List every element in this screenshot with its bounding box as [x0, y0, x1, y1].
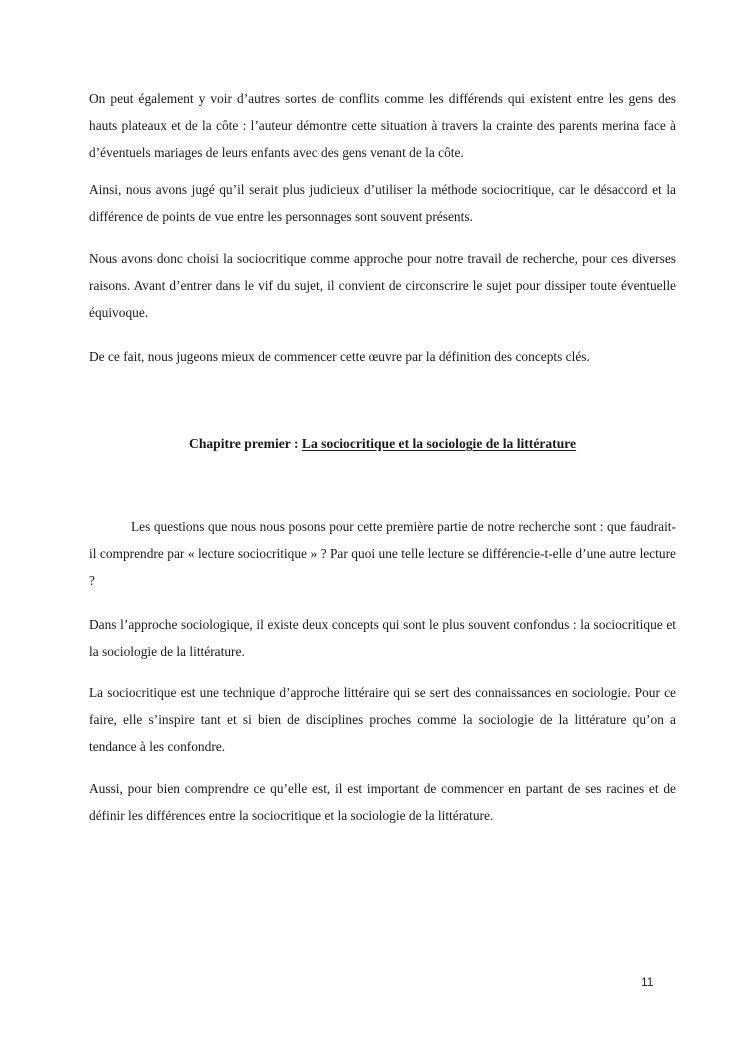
- chapter-title: La sociocritique et la sociologie de la littérature: [301, 436, 577, 451]
- page-number: 11: [641, 975, 654, 989]
- paragraph-deux-concepts: Dans l’approche sociologique, il existe deux concepts qui sont le plus souvent confondus : la sociocritique et la sociologie de la littérature.: [89, 617, 676, 660]
- paragraph-conflits: On peut également y voir d’autres sortes de conflits comme les différends qui existent entre les gens des hauts plateaux et de la côte : l’auteur démontre cette situation à travers la crainte des parents merina face à d’éventuels mariages de leurs enfants avec des gens venant de la côte.: [89, 91, 676, 161]
- paragraph-concepts-cles: De ce fait, nous jugeons mieux de commencer cette œuvre par la définition des concepts clés.: [89, 349, 590, 364]
- chapter-label: Chapitre premier :: [189, 436, 302, 451]
- paragraph-methode-sociocritique: Ainsi, nous avons jugé qu’il serait plus judicieux d’utiliser la méthode sociocritique, car le désaccord et la différence de points de vue entre les personnages sont souvent présents.: [89, 182, 676, 225]
- paragraph-questions: Les questions que nous nous posons pour cette première partie de notre recherche sont : que faudrait-il comprendre par « lecture sociocritique » ? Par quoi une telle lecture se différencie-t-elle d’une autre lecture ?: [89, 519, 676, 589]
- paragraph-choix-approche: Nous avons donc choisi la sociocritique comme approche pour notre travail de recherche, pour ces diverses raisons. Avant d’entrer dans le vif du sujet, il convient de circonscrire le sujet pour dissiper toute éventuelle équivoque.: [89, 251, 676, 321]
- chapter-heading: [189, 433, 576, 455]
- paragraph-racines: Aussi, pour bien comprendre ce qu’elle est, il est important de commencer en partant de ses racines et de définir les différences entre la sociocritique et la sociologie de la littérature.: [89, 781, 676, 824]
- paragraph-definition-sociocritique: La sociocritique est une technique d’approche littéraire qui se sert des connaissances en sociologie. Pour ce faire, elle s’inspire tant et si bien de disciplines proches comme la sociologie de la littérature qu’on a tendance à les confondre.: [89, 685, 676, 755]
